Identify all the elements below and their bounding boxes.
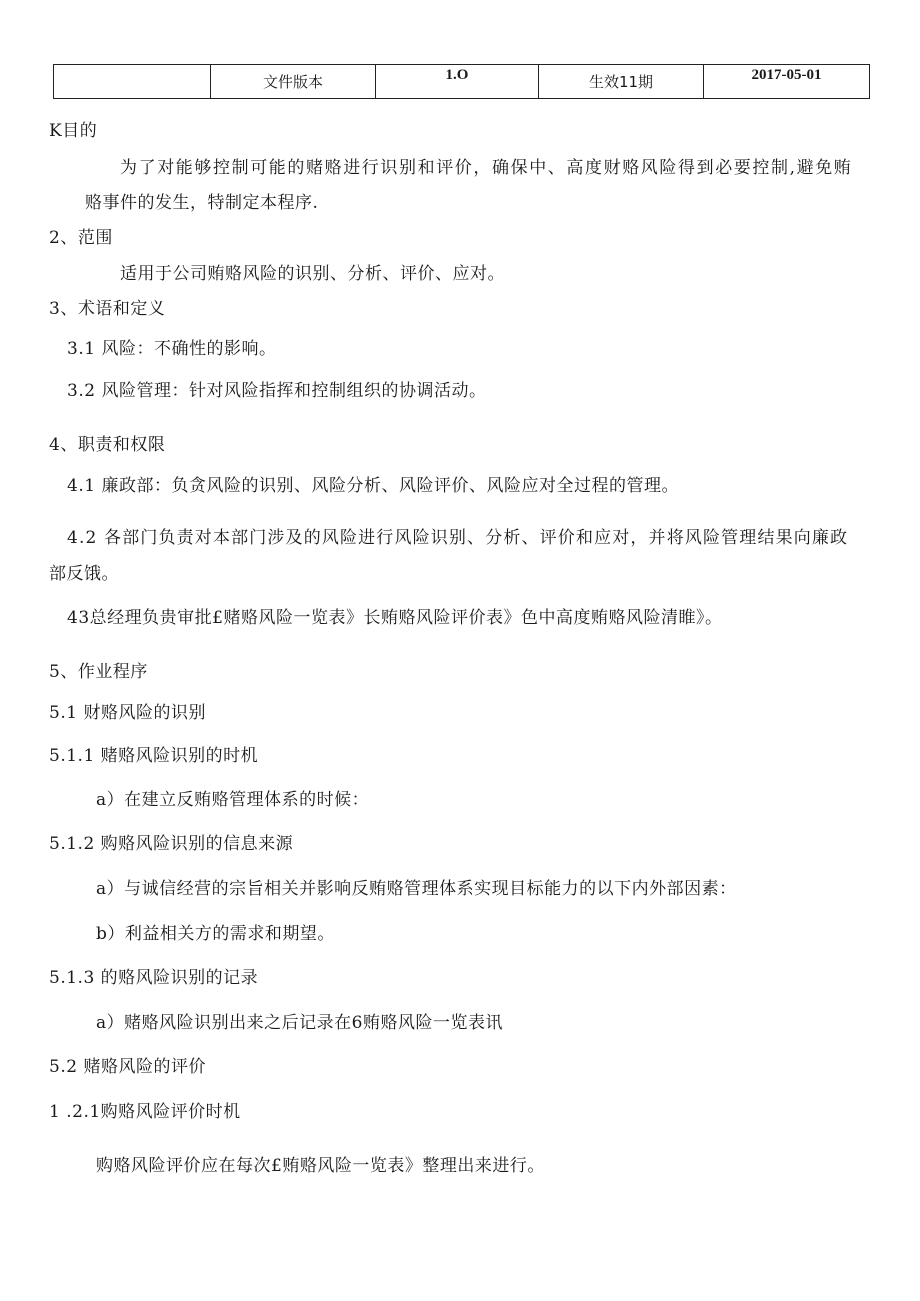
header-table: [53, 64, 870, 99]
header-cell-version-value: 1.O: [376, 65, 539, 99]
section-4-1: 4.1 廉政部：负贪风险的识别、风险分析、风险评价、风险应对全过程的管理。: [67, 476, 679, 496]
header-cell-effective-label: 生效11期: [539, 65, 704, 99]
section-3-2: 3.2 风险管理：针对风险指挥和控制组织的协调活动。: [67, 381, 487, 401]
section-5-1-1-a: a）在建立反贿赂管理体系的时候：: [96, 790, 370, 810]
section-1-title: K目的: [49, 121, 98, 141]
section-5-1: 5.1 财赂风险的识别: [49, 703, 206, 723]
section-4-2-line-2: 部反饿。: [49, 564, 119, 584]
section-5-1-3-a: a）赌赂风险识别出来之后记录在6贿赂风险一览表讯: [96, 1013, 503, 1033]
section-2-paragraph: 适用于公司贿赂风险的识别、分析、评价、应对。: [120, 264, 505, 284]
section-5-1-3: 5.1.3 的赂风险识别的记录: [49, 968, 259, 988]
section-1-paragraph-line-1: 为了对能够控制可能的赌赂进行识别和评价，确保中、高度财赂风险得到必要控制,避免贿: [120, 158, 853, 178]
section-5-2-1: 1 .2.1购赂风险评价时机: [49, 1102, 241, 1122]
section-5-1-2-a: a）与诚信经营的宗旨相关并影响反贿赂管理体系实现目标能力的以下内外部因素：: [96, 879, 737, 899]
section-4-3: 43总经理负贵审批£赌赂风险一览表》长贿赂风险评价表》色中高度贿赂风险清睢》。: [67, 608, 723, 628]
header-row: [54, 65, 870, 99]
section-4-title: 4、职责和权限: [49, 435, 166, 455]
section-3-title: 3、术语和定义: [49, 299, 166, 319]
header-cell-effective-date: 2017-05-01: [704, 65, 870, 99]
section-2-title: 2、范围: [49, 228, 113, 248]
section-1-paragraph-line-2: 赂事件的发生，特制定本程序.: [85, 193, 319, 213]
section-5-1-2: 5.1.2 购赂风险识别的信息来源: [49, 834, 294, 854]
header-cell-version-label: 文件版本: [211, 65, 376, 99]
section-5-title: 5、作业程序: [49, 662, 148, 682]
section-5-2-1-paragraph: 购赂风险评价应在每次£贿赂风险一览表》整理出来进行。: [96, 1156, 545, 1176]
header-cell-blank: [54, 65, 211, 99]
section-5-2: 5.2 赌赂风险的评价: [49, 1057, 206, 1077]
section-4-2-line-1: 4.2 各部门负责对本部门涉及的风险进行风险识别、分析、评价和应对，并将风险管理结果向廉政: [67, 528, 849, 548]
section-5-1-1: 5.1.1 赌赂风险识别的时机: [49, 746, 259, 766]
section-5-1-2-b: b）利益相关方的需求和期望。: [96, 924, 335, 944]
section-3-1: 3.1 风险：不确性的影响。: [67, 339, 277, 359]
